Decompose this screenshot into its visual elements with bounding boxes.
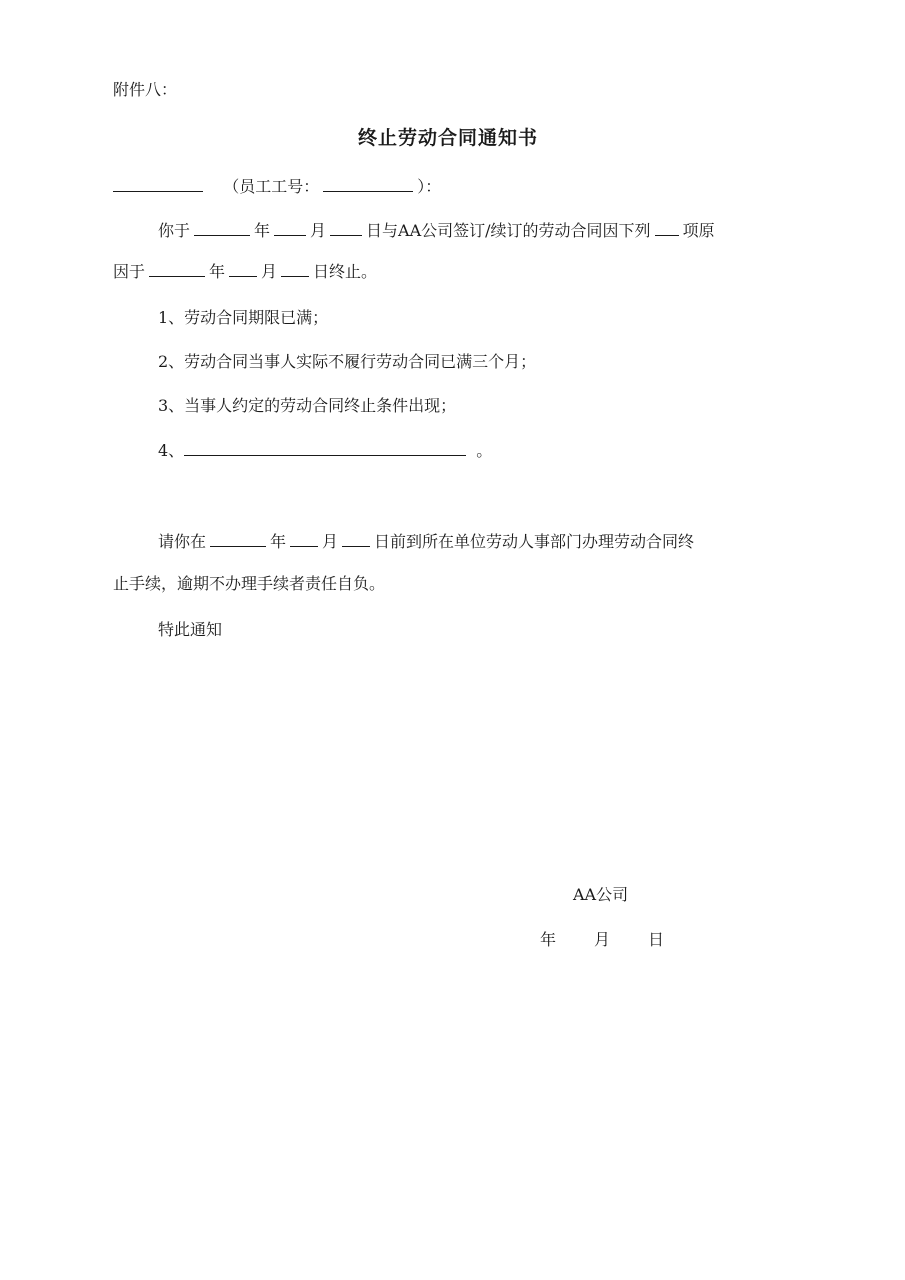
reason-item-4 (158, 441, 492, 461)
paragraph1-line2 (113, 262, 377, 282)
closing-text: 特此通知 (158, 620, 223, 639)
paragraph2-line2: 止手续，逾期不办理手续者责任自负。 (113, 574, 386, 593)
deadline-day-blank (342, 532, 370, 547)
contract-text: 日与AA公司签订/续订的劳动合同因下列 (366, 221, 651, 240)
signature-company: AA公司 (573, 885, 629, 904)
paragraph1-line2-prefix: 因于 (113, 262, 146, 281)
end-day-blank (281, 262, 309, 277)
month-blank (274, 221, 306, 236)
paragraph1-text: 你于 (158, 221, 191, 240)
end-month-label: 月 (261, 262, 278, 281)
recipient-line (113, 177, 441, 197)
signature-date (540, 930, 664, 950)
reason-item-2: 2、劳动合同当事人实际不履行劳动合同已满三个月； (158, 352, 537, 371)
document-title: 终止劳动合同通知书 (358, 127, 539, 149)
end-year-blank (149, 262, 205, 277)
signature-year-label: 年 (540, 930, 557, 949)
paragraph1-line1 (158, 221, 715, 241)
deadline-year-blank (210, 532, 266, 547)
signature-month-label: 月 (594, 930, 611, 949)
end-text: 日终止。 (313, 262, 378, 281)
signature-day-label: 日 (648, 930, 665, 949)
item-suffix: 项原 (682, 221, 715, 240)
item-number-blank (655, 221, 679, 236)
month-label: 月 (310, 221, 327, 240)
deadline-year-label: 年 (270, 532, 287, 551)
reason-4-suffix: 。 (476, 441, 493, 460)
deadline-month-label: 月 (322, 532, 339, 551)
paragraph2-line1 (158, 532, 694, 552)
employee-id-open: （员工工号： (223, 177, 320, 196)
paragraph2-rest: 日前到所在单位劳动人事部门办理劳动合同终 (374, 532, 695, 551)
employee-id-close: ）： (417, 177, 442, 196)
employee-id-blank (323, 177, 413, 192)
year-blank (194, 221, 250, 236)
year-label: 年 (254, 221, 271, 240)
employee-name-blank (113, 177, 203, 192)
reason-4-prefix: 4、 (158, 441, 185, 460)
end-month-blank (229, 262, 257, 277)
reason-item-3: 3、当事人约定的劳动合同终止条件出现； (158, 396, 457, 415)
deadline-month-blank (290, 532, 318, 547)
paragraph2-text: 请你在 (158, 532, 207, 551)
reason-4-blank (184, 441, 466, 456)
reason-item-1: 1、劳动合同期限已满； (158, 308, 329, 327)
day-blank (330, 221, 362, 236)
end-year-label: 年 (209, 262, 226, 281)
attachment-label: 附件八： (113, 80, 178, 99)
